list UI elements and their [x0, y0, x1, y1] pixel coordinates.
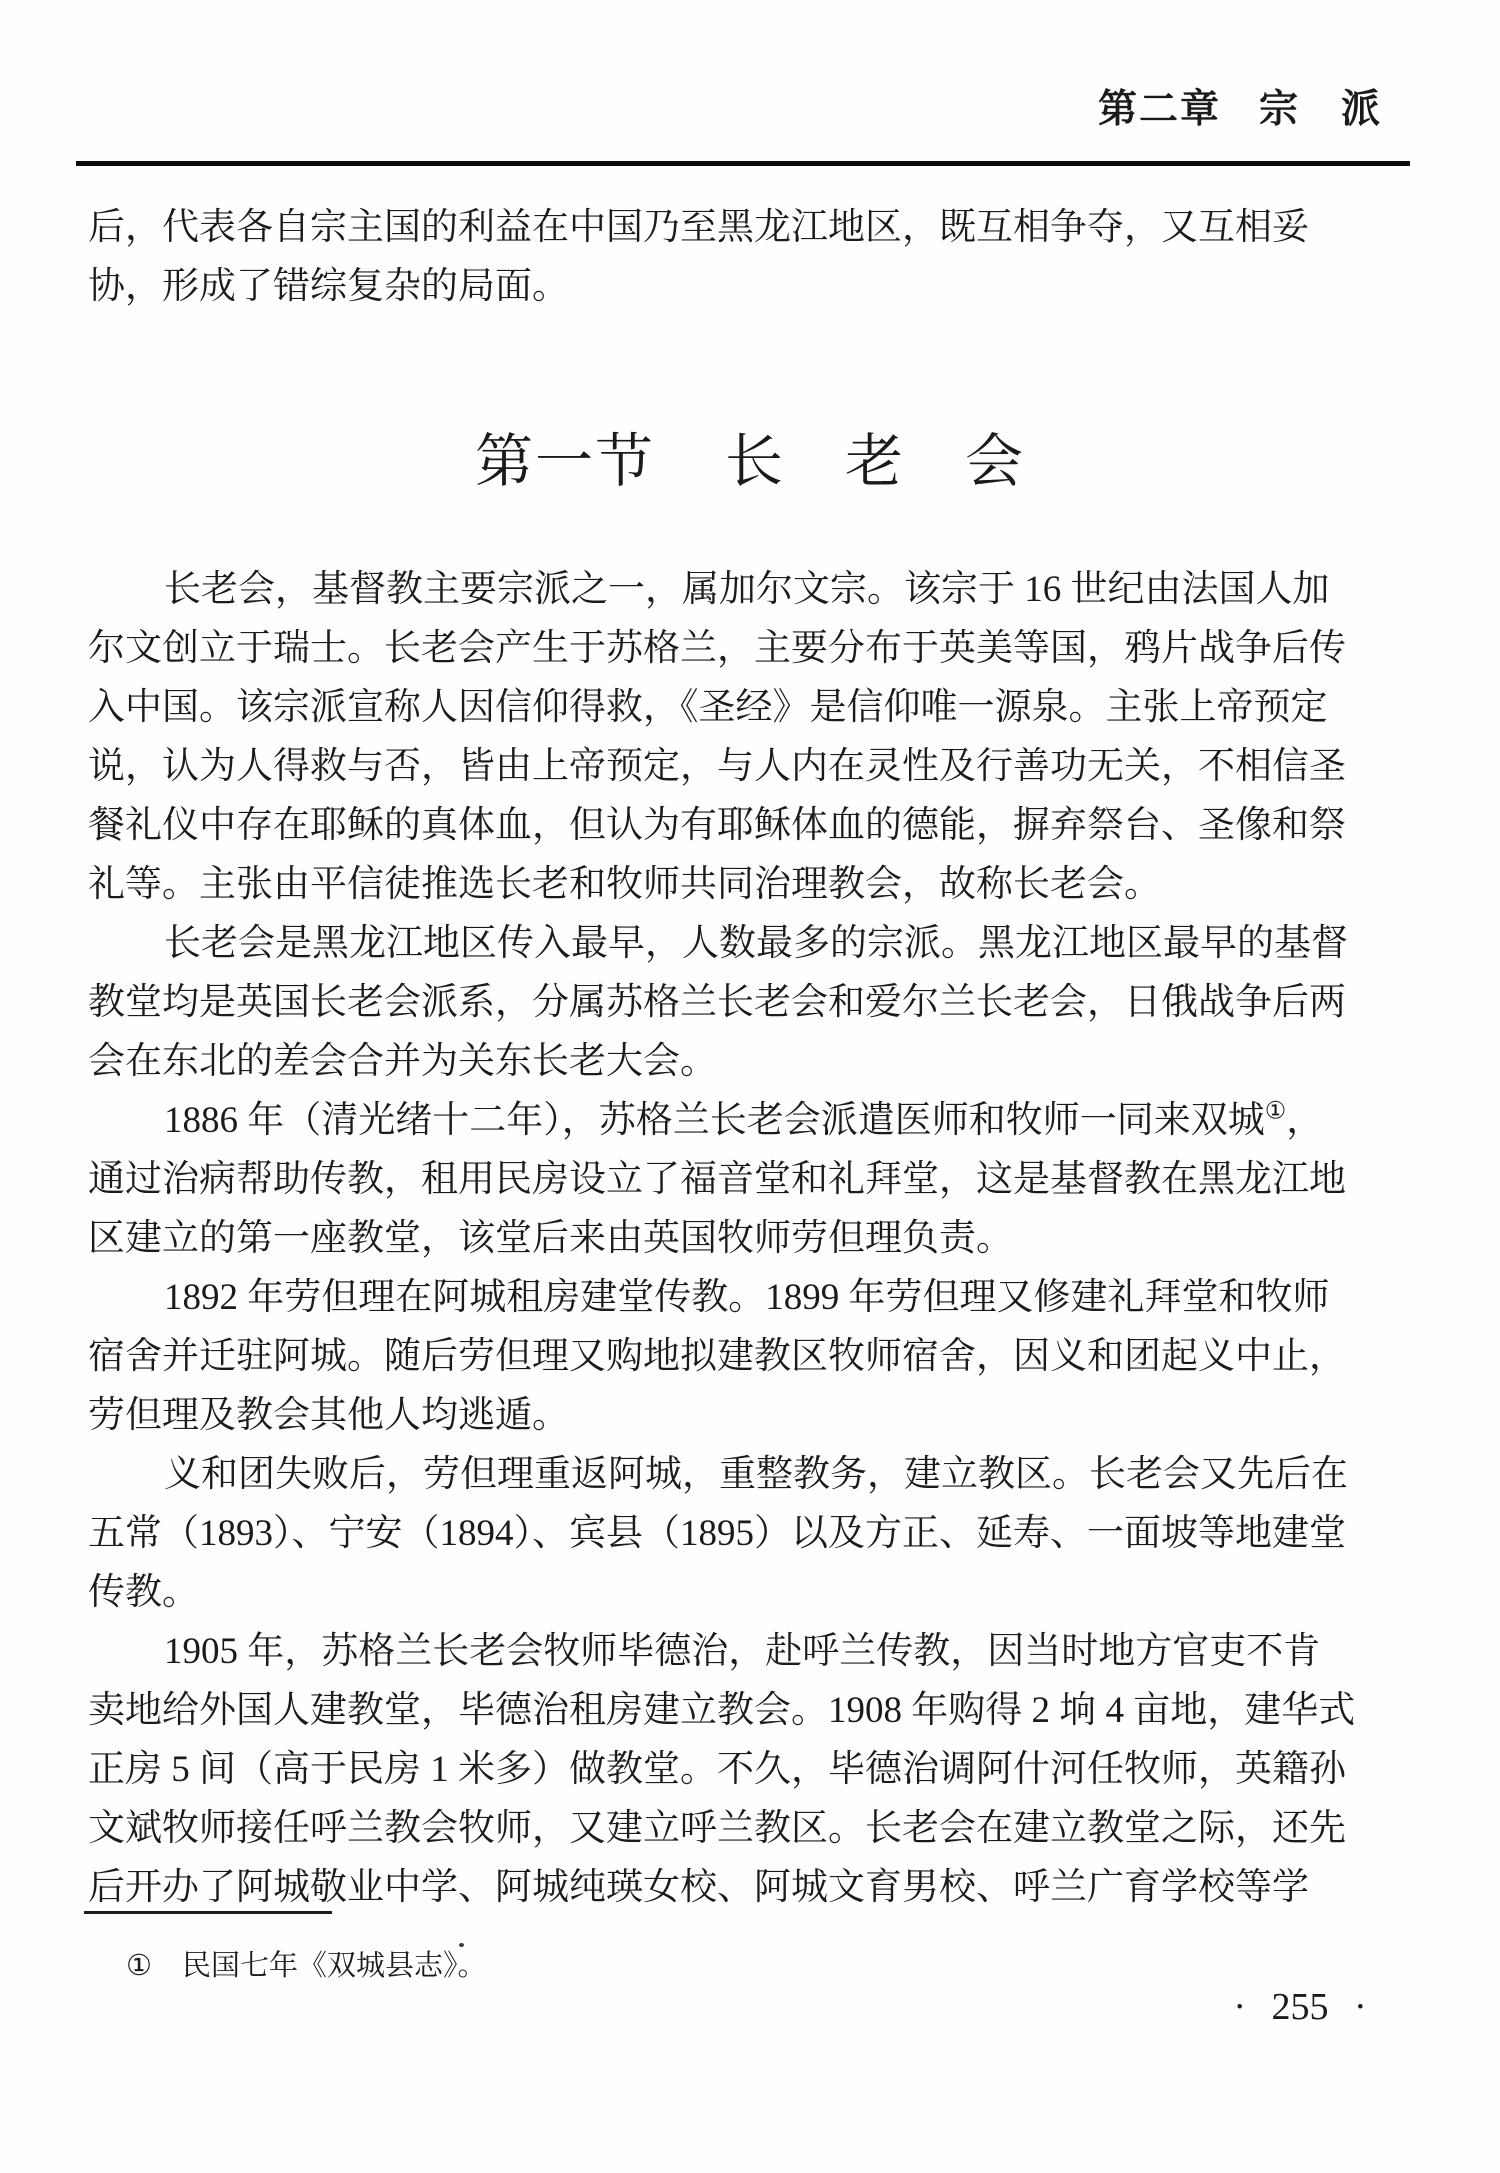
- page-number: · 255 ·: [1233, 1986, 1367, 2028]
- text-line: 义和团失败后，劳但理重返阿城，重整教务，建立教区。长老会又先后在: [164, 1454, 1348, 1495]
- text-line: 餐礼仪中存在耶稣的真体血，但认为有耶稣体血的德能，摒弃祭台、圣像和祭: [88, 805, 1346, 846]
- text-line: 协，形成了错综复杂的局面。: [88, 266, 569, 307]
- intro-paragraph: [88, 198, 1422, 316]
- text-line: 礼等。主张由平信徒推选长老和牧师共同治理教会，故称长老会。: [88, 864, 1161, 905]
- footnote: [126, 1946, 487, 1986]
- footnote-text: 民国七年《双城县志》。: [182, 1950, 487, 1982]
- text-line: 长老会，基督教主要宗派之一，属加尔文宗。该宗于 16 世纪由法国人加: [164, 569, 1330, 610]
- text-line: 卖地给外国人建教堂，毕德治租房建立教会。1908 年购得 2 垧 4 亩地，建华式: [88, 1690, 1356, 1731]
- chapter-label: 第二章: [1097, 88, 1221, 131]
- paragraph: [88, 914, 1422, 1091]
- footnote-rule: [84, 1911, 332, 1914]
- paragraph: [88, 198, 1422, 316]
- paragraph: [88, 1268, 1422, 1445]
- text-line: 区建立的第一座教堂，该堂后来由英国牧师劳但理负责。: [88, 1218, 1013, 1259]
- text-line: 五常（1893）、宁安（1894）、宾县（1895）以及方正、延寿、一面坡等地建堂: [88, 1513, 1346, 1554]
- text-line: 1905 年，苏格兰长老会牧师毕德治，赴呼兰传教，因当时地方官吏不肯: [164, 1631, 1321, 1672]
- footnote-marker: ①: [126, 1950, 152, 1982]
- text-line: 后，代表各自宗主国的利益在中国乃至黑龙江地区，既互相争夺，又互相妥: [88, 207, 1309, 248]
- text-line: 劳但理及教会其他人均逃遁。: [88, 1395, 569, 1436]
- text-line: 宿舍并迁驻阿城。随后劳但理又购地拟建教区牧师宿舍，因义和团起义中止，: [88, 1336, 1346, 1377]
- section-title: [0, 424, 1500, 500]
- text-line: 1892 年劳但理在阿城租房建堂传教。1899 年劳但理又修建礼拜堂和牧师: [164, 1277, 1330, 1318]
- chapter-section-label: 宗 派: [1258, 88, 1382, 131]
- text-line: 入中国。该宗派宣称人因信仰得救，《圣经》是信仰唯一源泉。主张上帝预定: [88, 687, 1328, 728]
- text-line: 1886 年（清光绪十二年），苏格兰长老会派遣医师和牧师一同来双城①，: [164, 1098, 1324, 1141]
- section-number-label: 第一节: [474, 429, 655, 494]
- text-line: 教堂均是英国长老会派系，分属苏格兰长老会和爱尔兰长老会，日俄战争后两: [88, 982, 1346, 1023]
- footnote-ref-marker: ①: [1264, 1098, 1287, 1125]
- paragraph: [88, 1091, 1422, 1268]
- text-line: 长老会是黑龙江地区传入最早，人数最多的宗派。黑龙江地区最早的基督: [164, 923, 1348, 964]
- text-line: 说，认为人得救与否，皆由上帝预定，与人内在灵性及行善功无关，不相信圣: [88, 746, 1346, 787]
- running-head: [1098, 86, 1382, 134]
- paragraph: [88, 1445, 1422, 1622]
- header-rule: [76, 161, 1410, 166]
- text-line: 通过治病帮助传教，租用民房设立了福音堂和礼拜堂，这是基督教在黑龙江地: [88, 1159, 1346, 1200]
- text-line: 后开办了阿城敬业中学、阿城纯瑛女校、阿城文育男校、呼兰广育学校等学: [88, 1867, 1309, 1908]
- paragraph: [88, 1622, 1422, 1917]
- text-line: 正房 5 间（高于民房 1 米多）做教堂。不久，毕德治调阿什河任牧师，英籍孙: [88, 1749, 1346, 1790]
- text-line: 尔文创立于瑞士。长老会产生于苏格兰，主要分布于英美等国，鸦片战争后传: [88, 628, 1346, 669]
- text-line: 传教。: [88, 1572, 199, 1613]
- section-name-label: 长 老 会: [725, 429, 1026, 494]
- body-paragraphs: [88, 560, 1422, 1917]
- text-line: 会在东北的差会合并为关东长老大会。: [88, 1041, 717, 1082]
- paragraph: [88, 560, 1422, 914]
- text-line: 文斌牧师接任呼兰教会牧师，又建立呼兰教区。长老会在建立教堂之际，还先: [88, 1808, 1346, 1849]
